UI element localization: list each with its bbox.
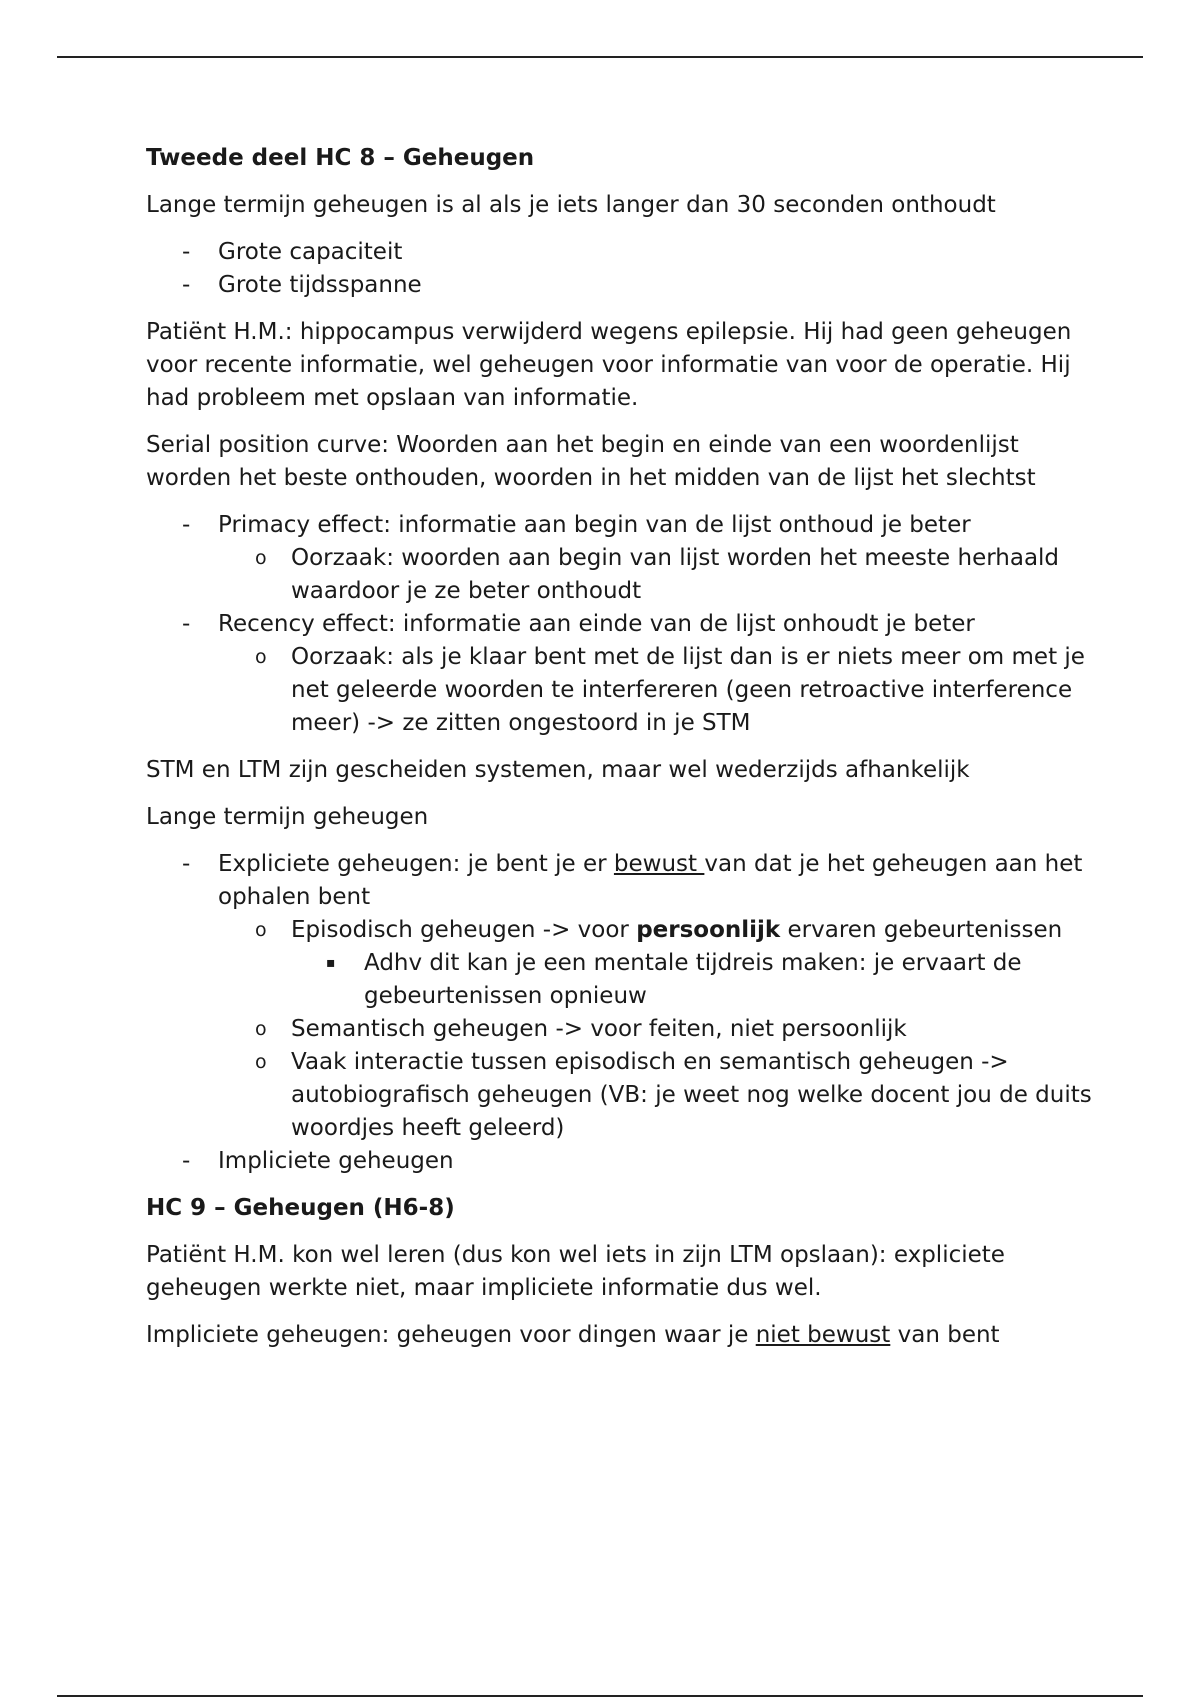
square-bullet: ▪ bbox=[326, 955, 336, 971]
list-ltm-properties bbox=[146, 236, 1106, 302]
dash-bullet: - bbox=[182, 272, 191, 298]
list-item: - Recency effect: informatie aan einde van de lijst onhoudt je beter bbox=[146, 608, 1106, 641]
list-item: o Oorzaak: als je klaar bent met de lijst dan is er niets meer om met je net geleerde woorden te interfereren (geen retroactive interference meer) -> ze zitten ongestoord in je STM bbox=[146, 641, 1106, 740]
circle-bullet: o bbox=[255, 646, 267, 668]
section-heading-hc8: Tweede deel HC 8 – Geheugen bbox=[146, 145, 535, 171]
list-item: o Oorzaak: woorden aan begin van lijst worden het meeste herhaald waardoor je ze beter onthoudt bbox=[146, 542, 1106, 608]
top-rule bbox=[57, 56, 1143, 58]
paragraph-serial-position: Serial position curve: Woorden aan het begin en einde van een woordenlijst worden het beste onthouden, woorden in het midden van de lijst het slechtst bbox=[146, 432, 1036, 491]
paragraph-hm-learning: Patiënt H.M. kon wel leren (dus kon wel iets in zijn LTM opslaan): expliciete geheugen werkte niet, maar impliciete informatie dus wel. bbox=[146, 1242, 1005, 1301]
section-heading-hc9: HC 9 – Geheugen (H6-8) bbox=[146, 1195, 455, 1221]
paragraph-stm-ltm: STM en LTM zijn gescheiden systemen, maar wel wederzijds afhankelijk bbox=[146, 757, 970, 783]
bottom-rule bbox=[57, 1695, 1143, 1697]
list-item: o Semantisch geheugen -> voor feiten, niet persoonlijk bbox=[146, 1013, 1106, 1046]
list-item: ▪ Adhv dit kan je een mentale tijdreis maken: je ervaart de gebeurtenissen opnieuw bbox=[146, 947, 1106, 1013]
document-body bbox=[146, 142, 1106, 1366]
circle-bullet: o bbox=[255, 919, 267, 941]
paragraph-patient-hm: Patiënt H.M.: hippocampus verwijderd wegens epilepsie. Hij had geen geheugen voor recente informatie, wel geheugen voor informatie van voor de operatie. Hij had probleem met opslaan van informatie. bbox=[146, 319, 1072, 411]
dash-bullet: - bbox=[182, 512, 191, 538]
circle-bullet: o bbox=[255, 1018, 267, 1040]
list-item: - Impliciete geheugen bbox=[146, 1145, 1106, 1178]
dash-bullet: - bbox=[182, 611, 191, 637]
list-item: o Episodisch geheugen -> voor persoonlijk ervaren gebeurtenissen bbox=[146, 914, 1106, 947]
paragraph-implicit-memory: Impliciete geheugen: geheugen voor dingen waar je niet bewust van bent bbox=[146, 1322, 1000, 1348]
dash-bullet: - bbox=[182, 851, 191, 877]
dash-bullet: - bbox=[182, 1148, 191, 1174]
dash-bullet: - bbox=[182, 239, 191, 265]
paragraph-ltm-intro: Lange termijn geheugen is al als je iets langer dan 30 seconden onthoudt bbox=[146, 192, 996, 218]
circle-bullet: o bbox=[255, 547, 267, 569]
list-serial-effects bbox=[146, 509, 1106, 740]
paragraph-ltm-label: Lange termijn geheugen bbox=[146, 804, 429, 830]
list-item: o Vaak interactie tussen episodisch en semantisch geheugen -> autobiografisch geheugen (VB: je weet nog welke docent jou de duits woordjes heeft geleerd) bbox=[146, 1046, 1106, 1145]
list-item: - Grote tijdsspanne bbox=[146, 269, 1106, 302]
list-item: - Grote capaciteit bbox=[146, 236, 1106, 269]
circle-bullet: o bbox=[255, 1051, 267, 1073]
list-item: - Primacy effect: informatie aan begin van de lijst onthoud je beter bbox=[146, 509, 1106, 542]
list-item: - Expliciete geheugen: je bent je er bewust van dat je het geheugen aan het ophalen bent bbox=[146, 848, 1106, 914]
list-memory-types bbox=[146, 848, 1106, 1178]
